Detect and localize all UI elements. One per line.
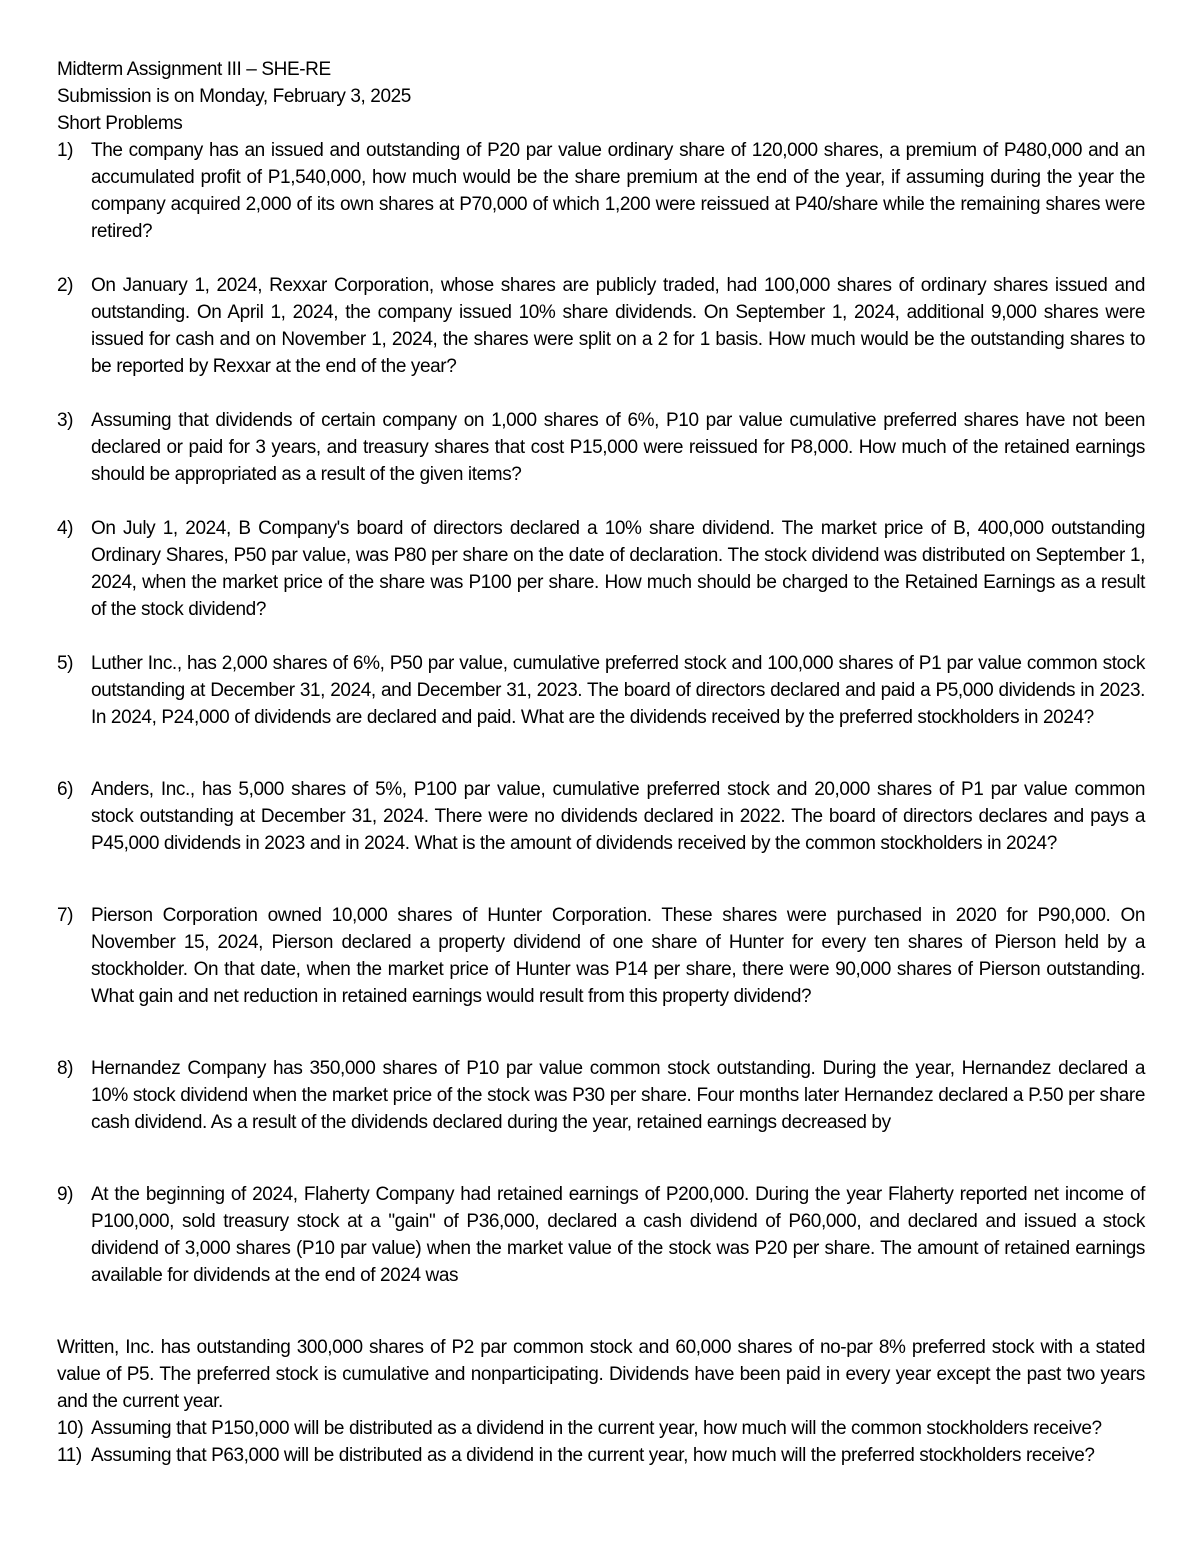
question-number: 5) bbox=[57, 653, 74, 674]
question-10 bbox=[57, 1415, 1145, 1442]
question-number: 4) bbox=[57, 518, 74, 539]
question-text: Assuming that P63,000 will be distributed as a dividend in the current year, how much will the preferred stockholders receive? bbox=[91, 1445, 1095, 1466]
question-text: On July 1, 2024, B Company's board of directors declared a 10% share dividend. The market price of B, 400,000 outstanding Ordinary Shares, P50 par value, was P80 per share on the date of declaration. The stock dividend was distributed on September 1, 2024, when the market price of the share was P100 per share. How much should be charged to the Retained Earnings as a result of the stock dividend? bbox=[91, 518, 1145, 620]
question-3 bbox=[57, 407, 1145, 488]
question-number: 3) bbox=[57, 410, 74, 431]
question-text: Hernandez Company has 350,000 shares of P10 par value common stock outstanding. During the year, Hernandez declared a 10% stock dividend when the market price of the stock was P30 per share. Four months later Hernandez declared a P.50 per share cash dividend. As a result of the dividends declared during the year, retained earnings decreased by bbox=[91, 1058, 1145, 1133]
question-number: 2) bbox=[57, 275, 74, 296]
assignment-title: Midterm Assignment III – SHE-RE bbox=[57, 59, 331, 80]
question-7 bbox=[57, 902, 1145, 1010]
question-6 bbox=[57, 776, 1145, 857]
question-number: 10) bbox=[57, 1418, 84, 1439]
question-9 bbox=[57, 1181, 1145, 1289]
document-page bbox=[57, 56, 1145, 1469]
question-text: Luther Inc., has 2,000 shares of 6%, P50 par value, cumulative preferred stock and 100,000 shares of P1 par value common stock outstanding at December 31, 2024, and December 31, 2023. The board of directors declared and paid a P5,000 dividends in 2023. In 2024, P24,000 of dividends are declared and paid. What are the dividends received by the preferred stockholders in 2024? bbox=[91, 653, 1145, 728]
question-text: Assuming that P150,000 will be distributed as a dividend in the current year, how much will the common stockholders receive? bbox=[91, 1418, 1102, 1439]
question-4 bbox=[57, 515, 1145, 623]
question-text: Assuming that dividends of certain company on 1,000 shares of 6%, P10 par value cumulative preferred shares have not been declared or paid for 3 years, and treasury shares that cost P15,000 were reissued for P8,000. How much of the retained earnings should be appropriated as a result of the given items? bbox=[91, 410, 1145, 485]
question-1 bbox=[57, 137, 1145, 245]
question-number: 1) bbox=[57, 140, 74, 161]
question-text: On January 1, 2024, Rexxar Corporation, whose shares are publicly traded, had 100,000 shares of ordinary shares issued and outstanding. On April 1, 2024, the company issued 10% share dividends. On September 1, 2024, additional 9,000 shares were issued for cash and on November 1, 2024, the shares were split on a 2 for 1 basis. How much would be the outstanding shares to be reported by Rexxar at the end of the year? bbox=[91, 275, 1145, 377]
question-number: 8) bbox=[57, 1058, 74, 1079]
question-number: 9) bbox=[57, 1184, 74, 1205]
question-5 bbox=[57, 650, 1145, 731]
question-2 bbox=[57, 272, 1145, 380]
question-11 bbox=[57, 1442, 1145, 1469]
question-number: 6) bbox=[57, 779, 74, 800]
question-number: 11) bbox=[57, 1445, 82, 1466]
question-8 bbox=[57, 1055, 1145, 1136]
question-text: Pierson Corporation owned 10,000 shares of Hunter Corporation. These shares were purchased in 2020 for P90,000. On November 15, 2024, Pierson declared a property dividend of one share of Hunter for every ten shares of Pierson held by a stockholder. On that date, when the market price of Hunter was P14 per share, there were 90,000 shares of Pierson outstanding. What gain and net reduction in retained earnings would result from this property dividend? bbox=[91, 905, 1145, 1007]
submission-date: Submission is on Monday, February 3, 2025 bbox=[57, 86, 411, 107]
problem-intro: Written, Inc. has outstanding 300,000 shares of P2 par common stock and 60,000 shares of no-par 8% preferred stock with a stated value of P5. The preferred stock is cumulative and nonparticipating. Dividends have been paid in every year except the past two years and the current year. bbox=[57, 1337, 1145, 1412]
section-heading: Short Problems bbox=[57, 113, 183, 134]
question-text: The company has an issued and outstanding of P20 par value ordinary share of 120,000 shares, a premium of P480,000 and an accumulated profit of P1,540,000, how much would be the share premium at the end of the year, if assuming during the year the company acquired 2,000 of its own shares at P70,000 of which 1,200 were reissued at P40/share while the remaining shares were retired? bbox=[91, 140, 1145, 242]
question-text: Anders, Inc., has 5,000 shares of 5%, P100 par value, cumulative preferred stock and 20,000 shares of P1 par value common stock outstanding at December 31, 2024. There were no dividends declared in 2022. The board of directors declares and pays a P45,000 dividends in 2023 and in 2024. What is the amount of dividends received by the common stockholders in 2024? bbox=[91, 779, 1145, 854]
question-number: 7) bbox=[57, 905, 74, 926]
question-text: At the beginning of 2024, Flaherty Company had retained earnings of P200,000. During the year Flaherty reported net income of P100,000, sold treasury stock at a "gain" of P36,000, declared a cash dividend of P60,000, and declared and issued a stock dividend of 3,000 shares (P10 par value) when the market value of the stock was P20 per share. The amount of retained earnings available for dividends at the end of 2024 was bbox=[91, 1184, 1145, 1286]
